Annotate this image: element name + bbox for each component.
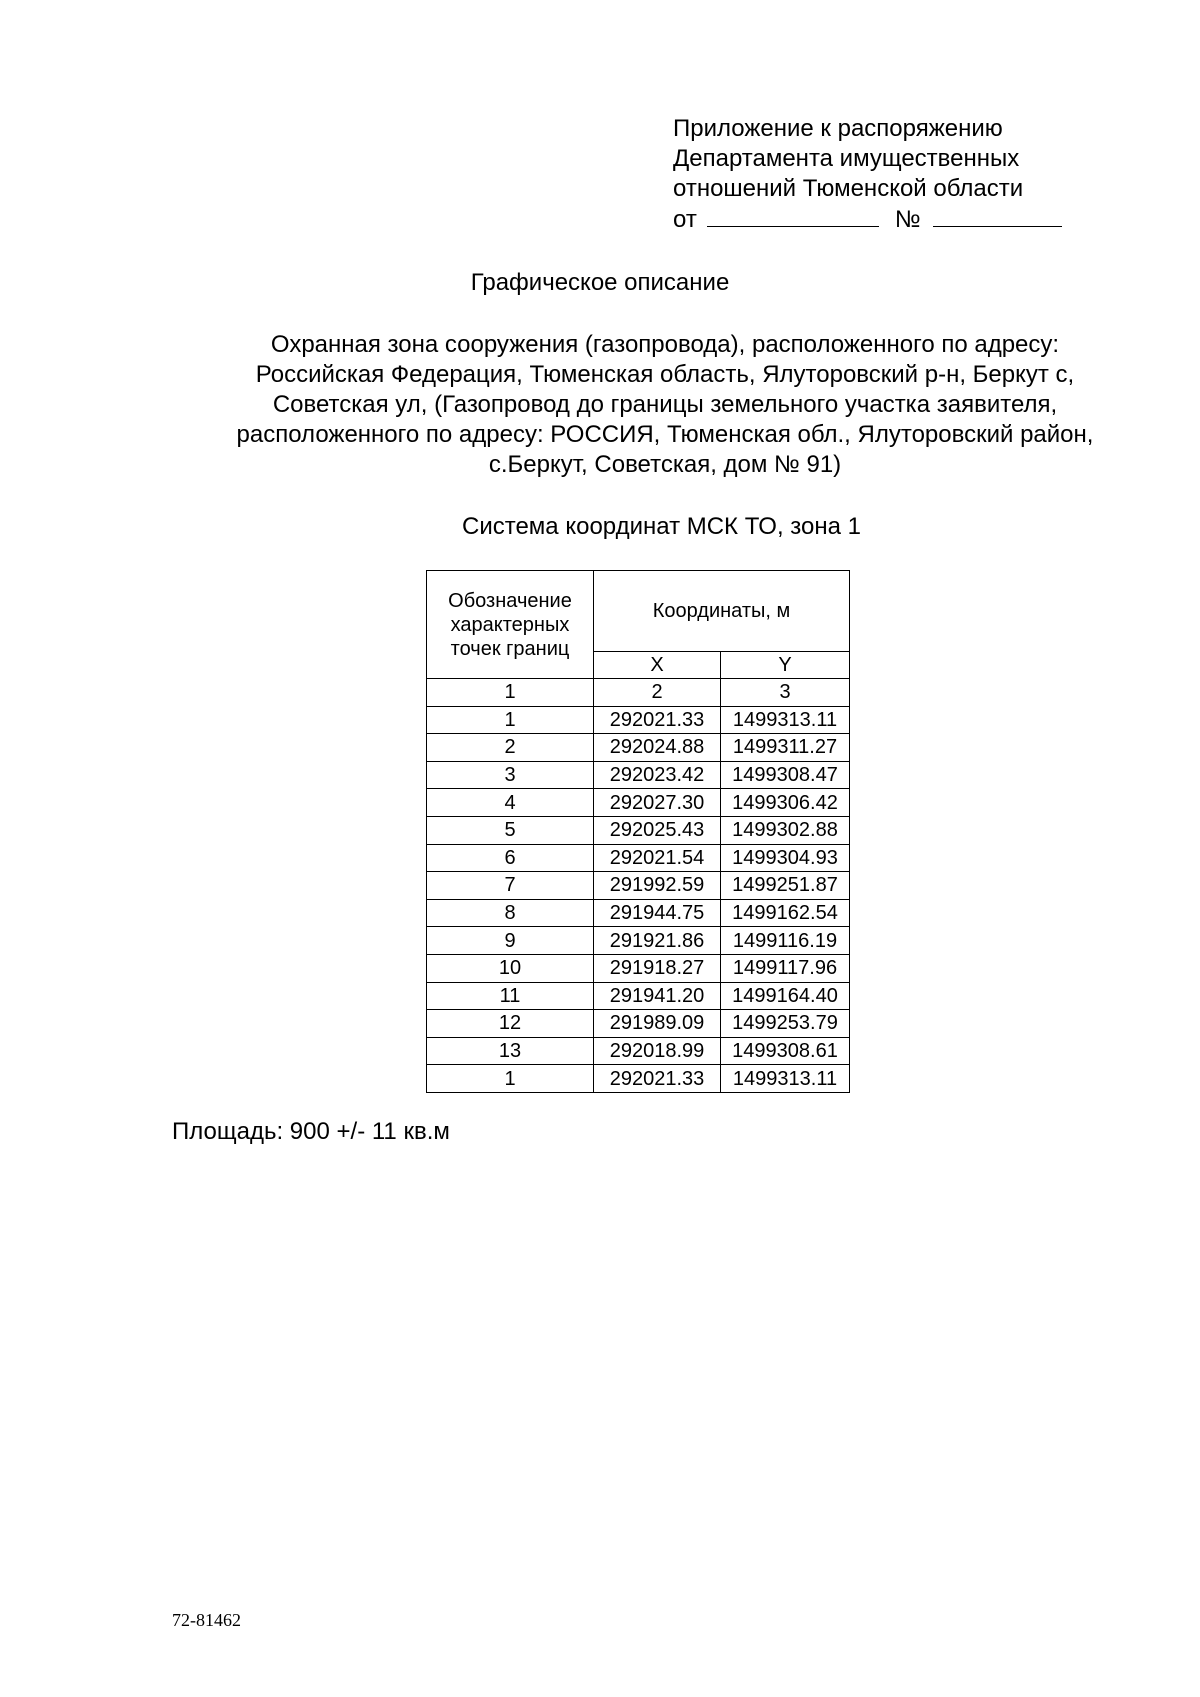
- table-row: [427, 816, 850, 844]
- point-id: 12: [427, 1010, 594, 1038]
- x-value: 291921.86: [594, 927, 721, 955]
- x-value: 292021.33: [594, 1065, 721, 1093]
- y-value: 1499308.61: [721, 1037, 850, 1065]
- point-id: 11: [427, 982, 594, 1010]
- table-row: [427, 927, 850, 955]
- x-value: 291989.09: [594, 1010, 721, 1038]
- x-value: 291918.27: [594, 954, 721, 982]
- coordinates-table: [426, 570, 850, 1093]
- x-value: 292025.43: [594, 816, 721, 844]
- y-value: 1499253.79: [721, 1010, 850, 1038]
- point-id: 8: [427, 899, 594, 927]
- column-number: 3: [721, 679, 850, 707]
- table-row: [427, 982, 850, 1010]
- header-y: Y: [721, 652, 850, 679]
- x-value: 291992.59: [594, 872, 721, 900]
- area-label: Площадь: 900 +/- 11 кв.м: [172, 1118, 450, 1145]
- description-line-4: расположенного по адресу: РОССИЯ, Тюменская обл., Ялуторовский район,: [236, 421, 1094, 448]
- coordinate-system-label: Система координат МСК ТО, зона 1: [462, 513, 861, 540]
- point-id: 10: [427, 954, 594, 982]
- approval-date-number-line: [673, 204, 1062, 235]
- description-line-2: Российская Федерация, Тюменская область, Ялуторовский р-н, Беркут с,: [255, 361, 1075, 388]
- from-label: от: [673, 206, 697, 233]
- y-value: 1499313.11: [721, 706, 850, 734]
- table-row: [427, 734, 850, 762]
- description-line-5: с.Беркут, Советская, дом № 91): [488, 451, 842, 478]
- header-x: X: [594, 652, 721, 679]
- x-value: 292027.30: [594, 789, 721, 817]
- y-value: 1499251.87: [721, 872, 850, 900]
- point-id: 13: [427, 1037, 594, 1065]
- zone-description: [120, 330, 1200, 480]
- point-id: 1: [427, 1065, 594, 1093]
- table-row: [427, 954, 850, 982]
- description-line-3: Советская ул, (Газопровод до границы земельного участка заявителя,: [272, 391, 1058, 418]
- point-id: 6: [427, 844, 594, 872]
- point-id: 5: [427, 816, 594, 844]
- point-id: 3: [427, 761, 594, 789]
- table-row: [427, 789, 850, 817]
- date-blank: [707, 204, 879, 227]
- point-id: 2: [427, 734, 594, 762]
- x-value: 292021.33: [594, 706, 721, 734]
- header-coordinates: Координаты, м: [594, 571, 850, 652]
- column-number-row: [427, 679, 850, 707]
- table-row: [427, 706, 850, 734]
- point-id: 4: [427, 789, 594, 817]
- approval-line-2: Департамента имущественных: [673, 145, 1020, 172]
- table-row: [427, 1010, 850, 1038]
- y-value: 1499311.27: [721, 734, 850, 762]
- y-value: 1499313.11: [721, 1065, 850, 1093]
- x-value: 292023.42: [594, 761, 721, 789]
- y-value: 1499162.54: [721, 899, 850, 927]
- table-row: [427, 1037, 850, 1065]
- approval-line-1: Приложение к распоряжению: [673, 115, 1003, 142]
- approval-line-3: отношений Тюменской области: [673, 175, 1024, 202]
- number-label: №: [894, 206, 921, 233]
- y-value: 1499306.42: [721, 789, 850, 817]
- point-id: 9: [427, 927, 594, 955]
- header-points: Обозначение характерных точек границ: [427, 571, 594, 679]
- y-value: 1499308.47: [721, 761, 850, 789]
- point-id: 7: [427, 872, 594, 900]
- x-value: 291941.20: [594, 982, 721, 1010]
- y-value: 1499116.19: [721, 927, 850, 955]
- x-value: 292024.88: [594, 734, 721, 762]
- document-title: Графическое описание: [470, 269, 730, 296]
- y-value: 1499117.96: [721, 954, 850, 982]
- table-row: [427, 872, 850, 900]
- number-blank: [933, 204, 1062, 227]
- table-row: [427, 761, 850, 789]
- point-id: 1: [427, 706, 594, 734]
- x-value: 292018.99: [594, 1037, 721, 1065]
- y-value: 1499304.93: [721, 844, 850, 872]
- table-row: [427, 1065, 850, 1093]
- description-line-1: Охранная зона сооружения (газопровода), расположенного по адресу:: [270, 331, 1060, 358]
- x-value: 291944.75: [594, 899, 721, 927]
- column-number: 1: [427, 679, 594, 707]
- y-value: 1499302.88: [721, 816, 850, 844]
- column-number: 2: [594, 679, 721, 707]
- y-value: 1499164.40: [721, 982, 850, 1010]
- document-number: 72-81462: [172, 1610, 241, 1630]
- x-value: 292021.54: [594, 844, 721, 872]
- table-row: [427, 844, 850, 872]
- approval-block: [673, 114, 1062, 235]
- table-row: [427, 899, 850, 927]
